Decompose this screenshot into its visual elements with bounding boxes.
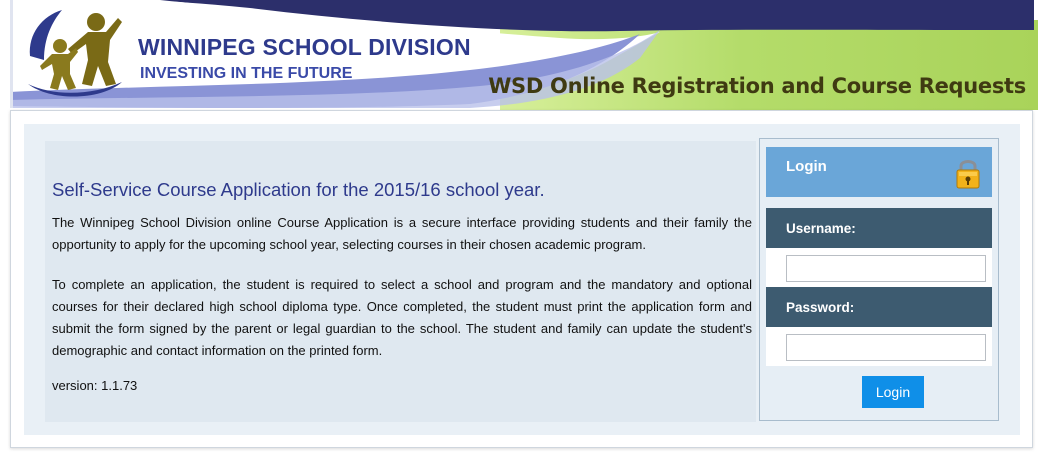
padlock-icon — [956, 157, 980, 189]
username-label-bar — [766, 208, 992, 248]
info-paragraph-2: To complete an application, the student is required to select a school and program and the mandatory and optional courses for their declared high school diploma type. Once completed, the student must print the application form and submit the form signed by the parent or legal guardian to the school. The student and family can update the student's demographic and contact information on the printed form. — [52, 277, 752, 358]
org-tagline: INVESTING IN THE FUTURE — [140, 65, 353, 82]
info-paragraph-1: The Winnipeg School Division online Course Application is a secure interface providing students and their family the opportunity to apply for the upcoming school year, selecting courses in their chosen academic program. — [52, 215, 752, 252]
org-name: WINNIPEG SCHOOL DIVISION — [138, 34, 471, 60]
login-header — [766, 147, 992, 197]
username-field-container — [766, 248, 992, 287]
password-label: Password: — [786, 300, 855, 315]
password-field-container — [766, 327, 992, 366]
username-input[interactable] — [786, 255, 986, 282]
password-label-bar — [766, 287, 992, 327]
app-title: WSD Online Registration and Course Requests — [488, 74, 1026, 98]
info-title: Self-Service Course Application for the 2015/16 school year. — [52, 179, 545, 200]
login-panel — [759, 138, 999, 421]
login-button[interactable]: Login — [862, 376, 924, 408]
version-text: version: 1.1.73 — [52, 378, 138, 393]
login-heading: Login — [786, 158, 827, 175]
header-banner — [0, 0, 1038, 110]
content-inner — [24, 124, 1020, 435]
content-frame — [10, 110, 1033, 448]
username-label: Username: — [786, 221, 856, 236]
password-input[interactable] — [786, 334, 986, 361]
wsd-logo — [22, 4, 134, 104]
info-panel — [45, 141, 756, 422]
